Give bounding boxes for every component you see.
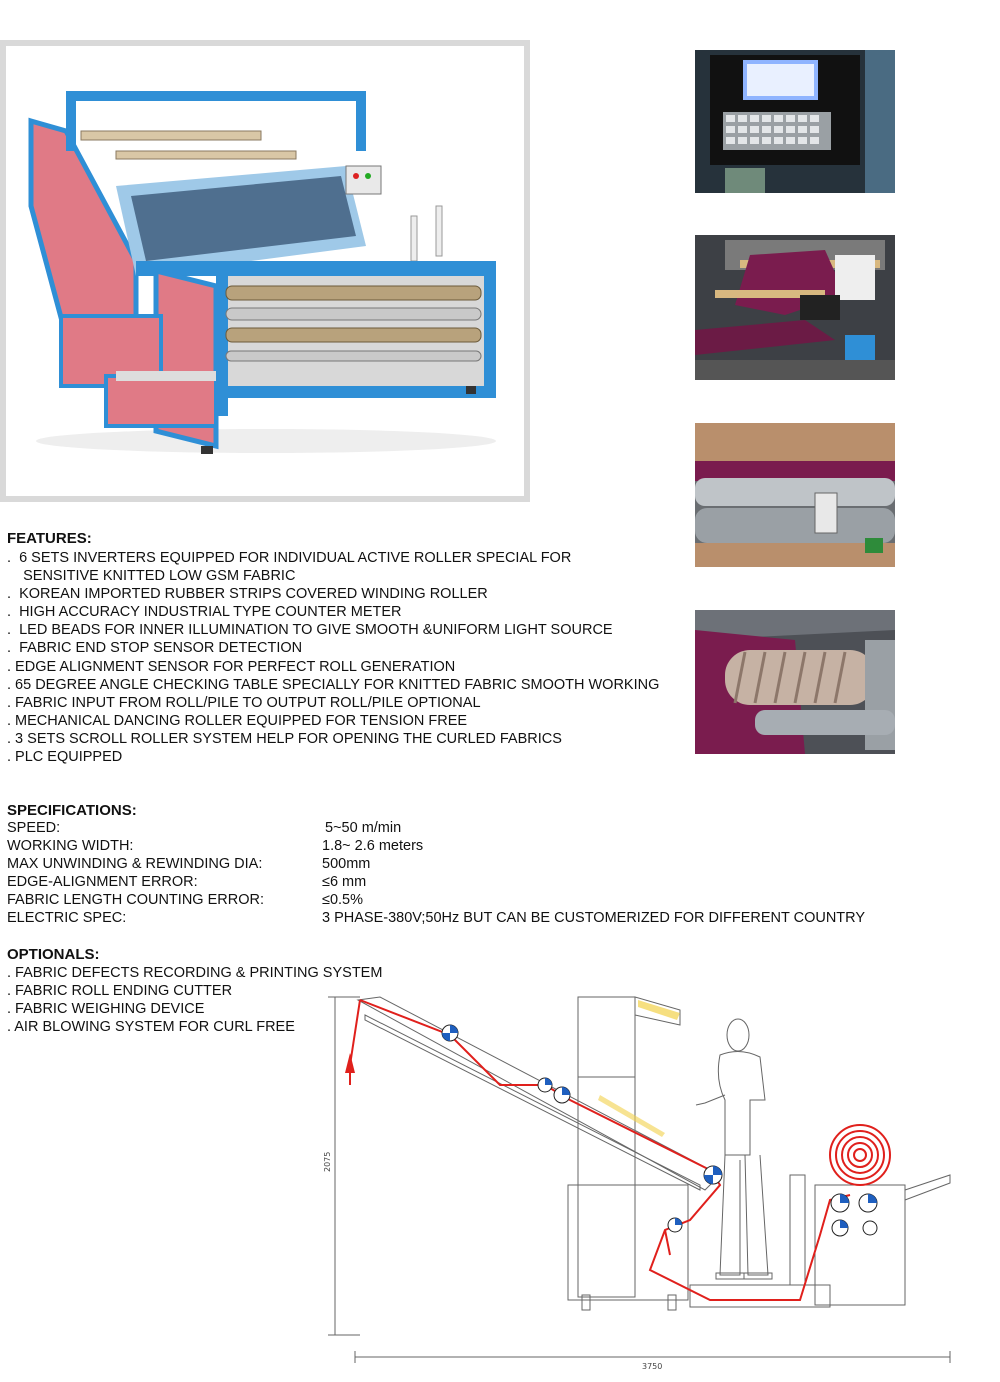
spec-label: WORKING WIDTH: [7, 838, 134, 854]
feature-item: . 65 DEGREE ANGLE CHECKING TABLE SPECIALLY FOR KNITTED FABRIC SMOOTH WORKING [7, 676, 660, 693]
spec-label: FABRIC LENGTH COUNTING ERROR: [7, 892, 264, 908]
spec-row-speed [7, 820, 402, 838]
feature-item: . EDGE ALIGNMENT SENSOR FOR PERFECT ROLL GENERATION [7, 658, 456, 675]
spec-label: ELECTRIC SPEC: [7, 910, 127, 926]
fabric-path-diagram [320, 985, 960, 1375]
spec-value: ≤0.5% [322, 892, 364, 908]
spec-value: 5~50 m/min [325, 820, 402, 836]
thumb-scroll-roller [695, 610, 895, 754]
scroll-roller-image [695, 610, 895, 754]
spec-row-working-width [7, 838, 424, 856]
rollers-closeup-image [695, 423, 895, 567]
feature-item: . 6 SETS INVERTERS EQUIPPED FOR INDIVIDUAL ACTIVE ROLLER SPECIAL FOR [7, 550, 572, 566]
inspection-machine-illustration [6, 46, 524, 496]
feature-item: . FABRIC INPUT FROM ROLL/PILE TO OUTPUT ROLL/PILE OPTIONAL [7, 694, 481, 711]
spec-row-edge-alignment [7, 874, 367, 892]
width-dimension-label: 3750 [642, 1362, 663, 1371]
feature-item: . PLC EQUIPPED [7, 749, 123, 766]
control-panel-image [695, 50, 895, 193]
spec-value: 1.8~ 2.6 meters [322, 838, 424, 854]
specifications-heading: SPECIFICATIONS: [7, 802, 137, 819]
optional-item: . FABRIC DEFECTS RECORDING & PRINTING SYSTEM [7, 965, 383, 981]
spec-value: 3 PHASE-380V;50Hz BUT CAN BE CUSTOMERIZED FOR DIFFERENT COUNTRY [322, 910, 866, 926]
spec-row-max-dia [7, 856, 371, 874]
spec-value: ≤6 mm [322, 874, 367, 890]
machine-diagram [320, 985, 960, 1375]
feature-item: . HIGH ACCURACY INDUSTRIAL TYPE COUNTER METER [7, 604, 402, 621]
features-heading: FEATURES: [7, 530, 92, 547]
feature-item: SENSITIVE KNITTED LOW GSM FABRIC [7, 568, 296, 585]
spec-label: SPEED: [7, 820, 61, 836]
optionals-heading: OPTIONALS: [7, 946, 100, 963]
thumb-fabric-table [695, 235, 895, 380]
height-dimension-label: 2075 [323, 1151, 332, 1172]
feature-item: . LED BEADS FOR INNER ILLUMINATION TO GIVE SMOOTH &UNIFORM LIGHT SOURCE [7, 622, 613, 639]
optional-item: . FABRIC ROLL ENDING CUTTER [7, 983, 233, 1000]
thumb-rollers [695, 423, 895, 567]
thumb-control-panel [695, 50, 895, 193]
spec-row-electric [7, 910, 866, 928]
spec-label: EDGE-ALIGNMENT ERROR: [7, 874, 198, 890]
optional-item: . AIR BLOWING SYSTEM FOR CURL FREE [7, 1019, 295, 1036]
feature-item: . 3 SETS SCROLL ROLLER SYSTEM HELP FOR OPENING THE CURLED FABRICS [7, 730, 562, 747]
feature-item: . KOREAN IMPORTED RUBBER STRIPS COVERED WINDING ROLLER [7, 586, 488, 603]
spec-value: 500mm [322, 856, 371, 872]
spec-row-length-error [7, 892, 364, 910]
feature-item: . MECHANICAL DANCING ROLLER EQUIPPED FOR TENSION FREE [7, 712, 468, 729]
features-list [7, 549, 659, 766]
fabric-table-image [695, 235, 895, 380]
spec-label: MAX UNWINDING & REWINDING DIA: [7, 856, 263, 872]
optional-item: . FABRIC WEIGHING DEVICE [7, 1001, 205, 1018]
feature-item: . FABRIC END STOP SENSOR DETECTION [7, 640, 303, 657]
main-machine-photo [0, 40, 530, 502]
